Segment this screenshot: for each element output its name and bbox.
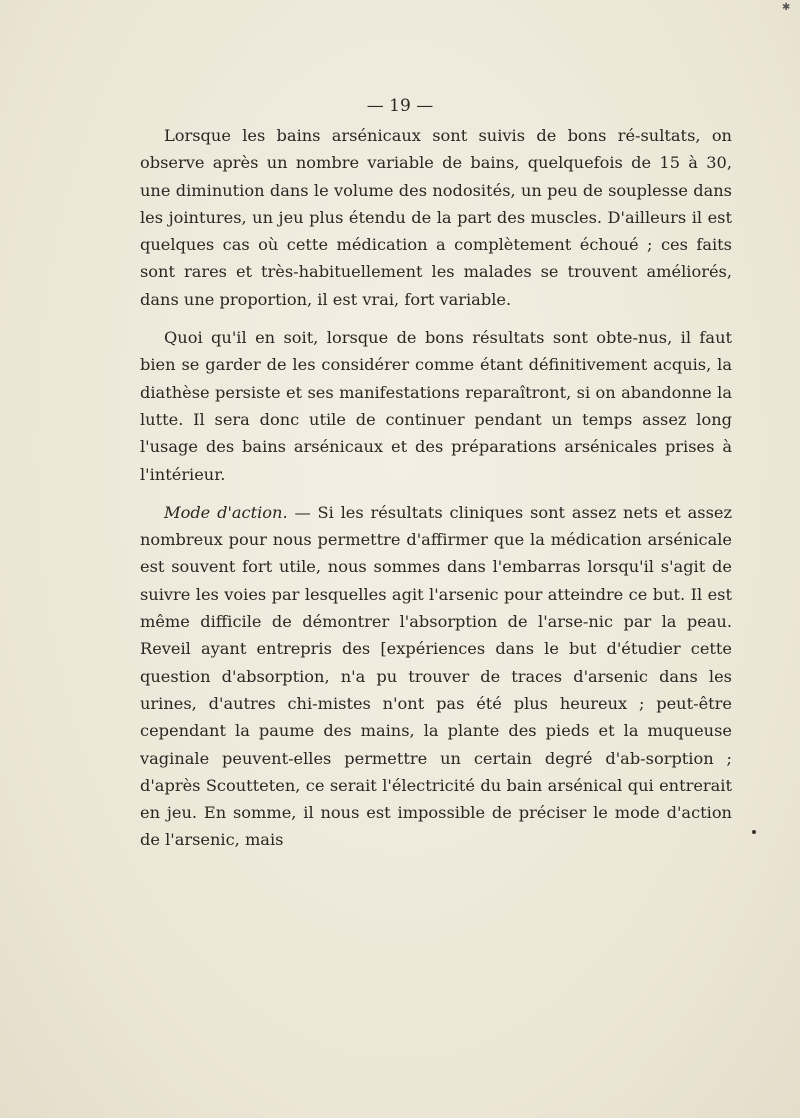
paragraph-2-text: Quoi qu'il en soit, lorsque de bons résultats sont obte-nus, il faut bien se garder de les considérer comme étant définitivement acquis, la diathèse persiste et ses manifestations reparaîtront, si on abandonne la lutte. Il sera donc utile de continuer pendant un temps assez long l'usage des bains arsénicaux et des préparations arsénicales prises à l'intérieur. xyxy=(140,328,732,484)
margin-dot xyxy=(752,830,756,834)
section-heading: Mode d'action. xyxy=(164,502,288,522)
paragraph-1 xyxy=(140,122,732,313)
body-text xyxy=(140,122,732,865)
page-number: — 19 — xyxy=(366,96,434,116)
paragraph-3-text: — Si les résultats cliniques sont assez nets et assez nombreux pour nous permettre d'affirmer que la médication arsénicale est souvent fort utile, nous sommes dans l'embarras lorsqu'il s'agit de suivre les voies par lesquelles agit l'arsenic pour atteindre ce but. Il est même difficile de démontrer l'absorption de l'arse-nic par la peau. Reveil ayant entrepris des [expériences dans le but d'étudier cette question d'absorption, n'a pu trouver de traces d'arsenic dans les urines, d'autres chi-mistes n'ont pas été plus heureux ; peut-être cependant la paume des mains, la plante des pieds et la muqueuse vaginale peuvent-elles permettre un certain degré d'ab-sorption ; d'après Scoutteten, ce serait l'électricité du bain arsénical qui entrerait en jeu. En somme, il nous est impossible de préciser le mode d'action de l'arsenic, mais xyxy=(140,502,732,850)
paragraph-2 xyxy=(140,324,732,488)
corner-mark: ✱ xyxy=(782,2,791,13)
paragraph-3 xyxy=(140,499,732,854)
paragraph-1-text: Lorsque les bains arsénicaux sont suivis de bons ré-sultats, on observe après un nombre variable de bains, quelquefois de 15 à 30, une diminution dans le volume des nodosités, un peu de souplesse dans les jointures, un jeu plus étendu de la part des muscles. D'ailleurs il est quelques cas où cette médication a complètement échoué ; ces faits sont rares et très-habituellement les malades se trouvent améliorés, dans une proportion, il est vrai, fort variable. xyxy=(140,126,732,309)
